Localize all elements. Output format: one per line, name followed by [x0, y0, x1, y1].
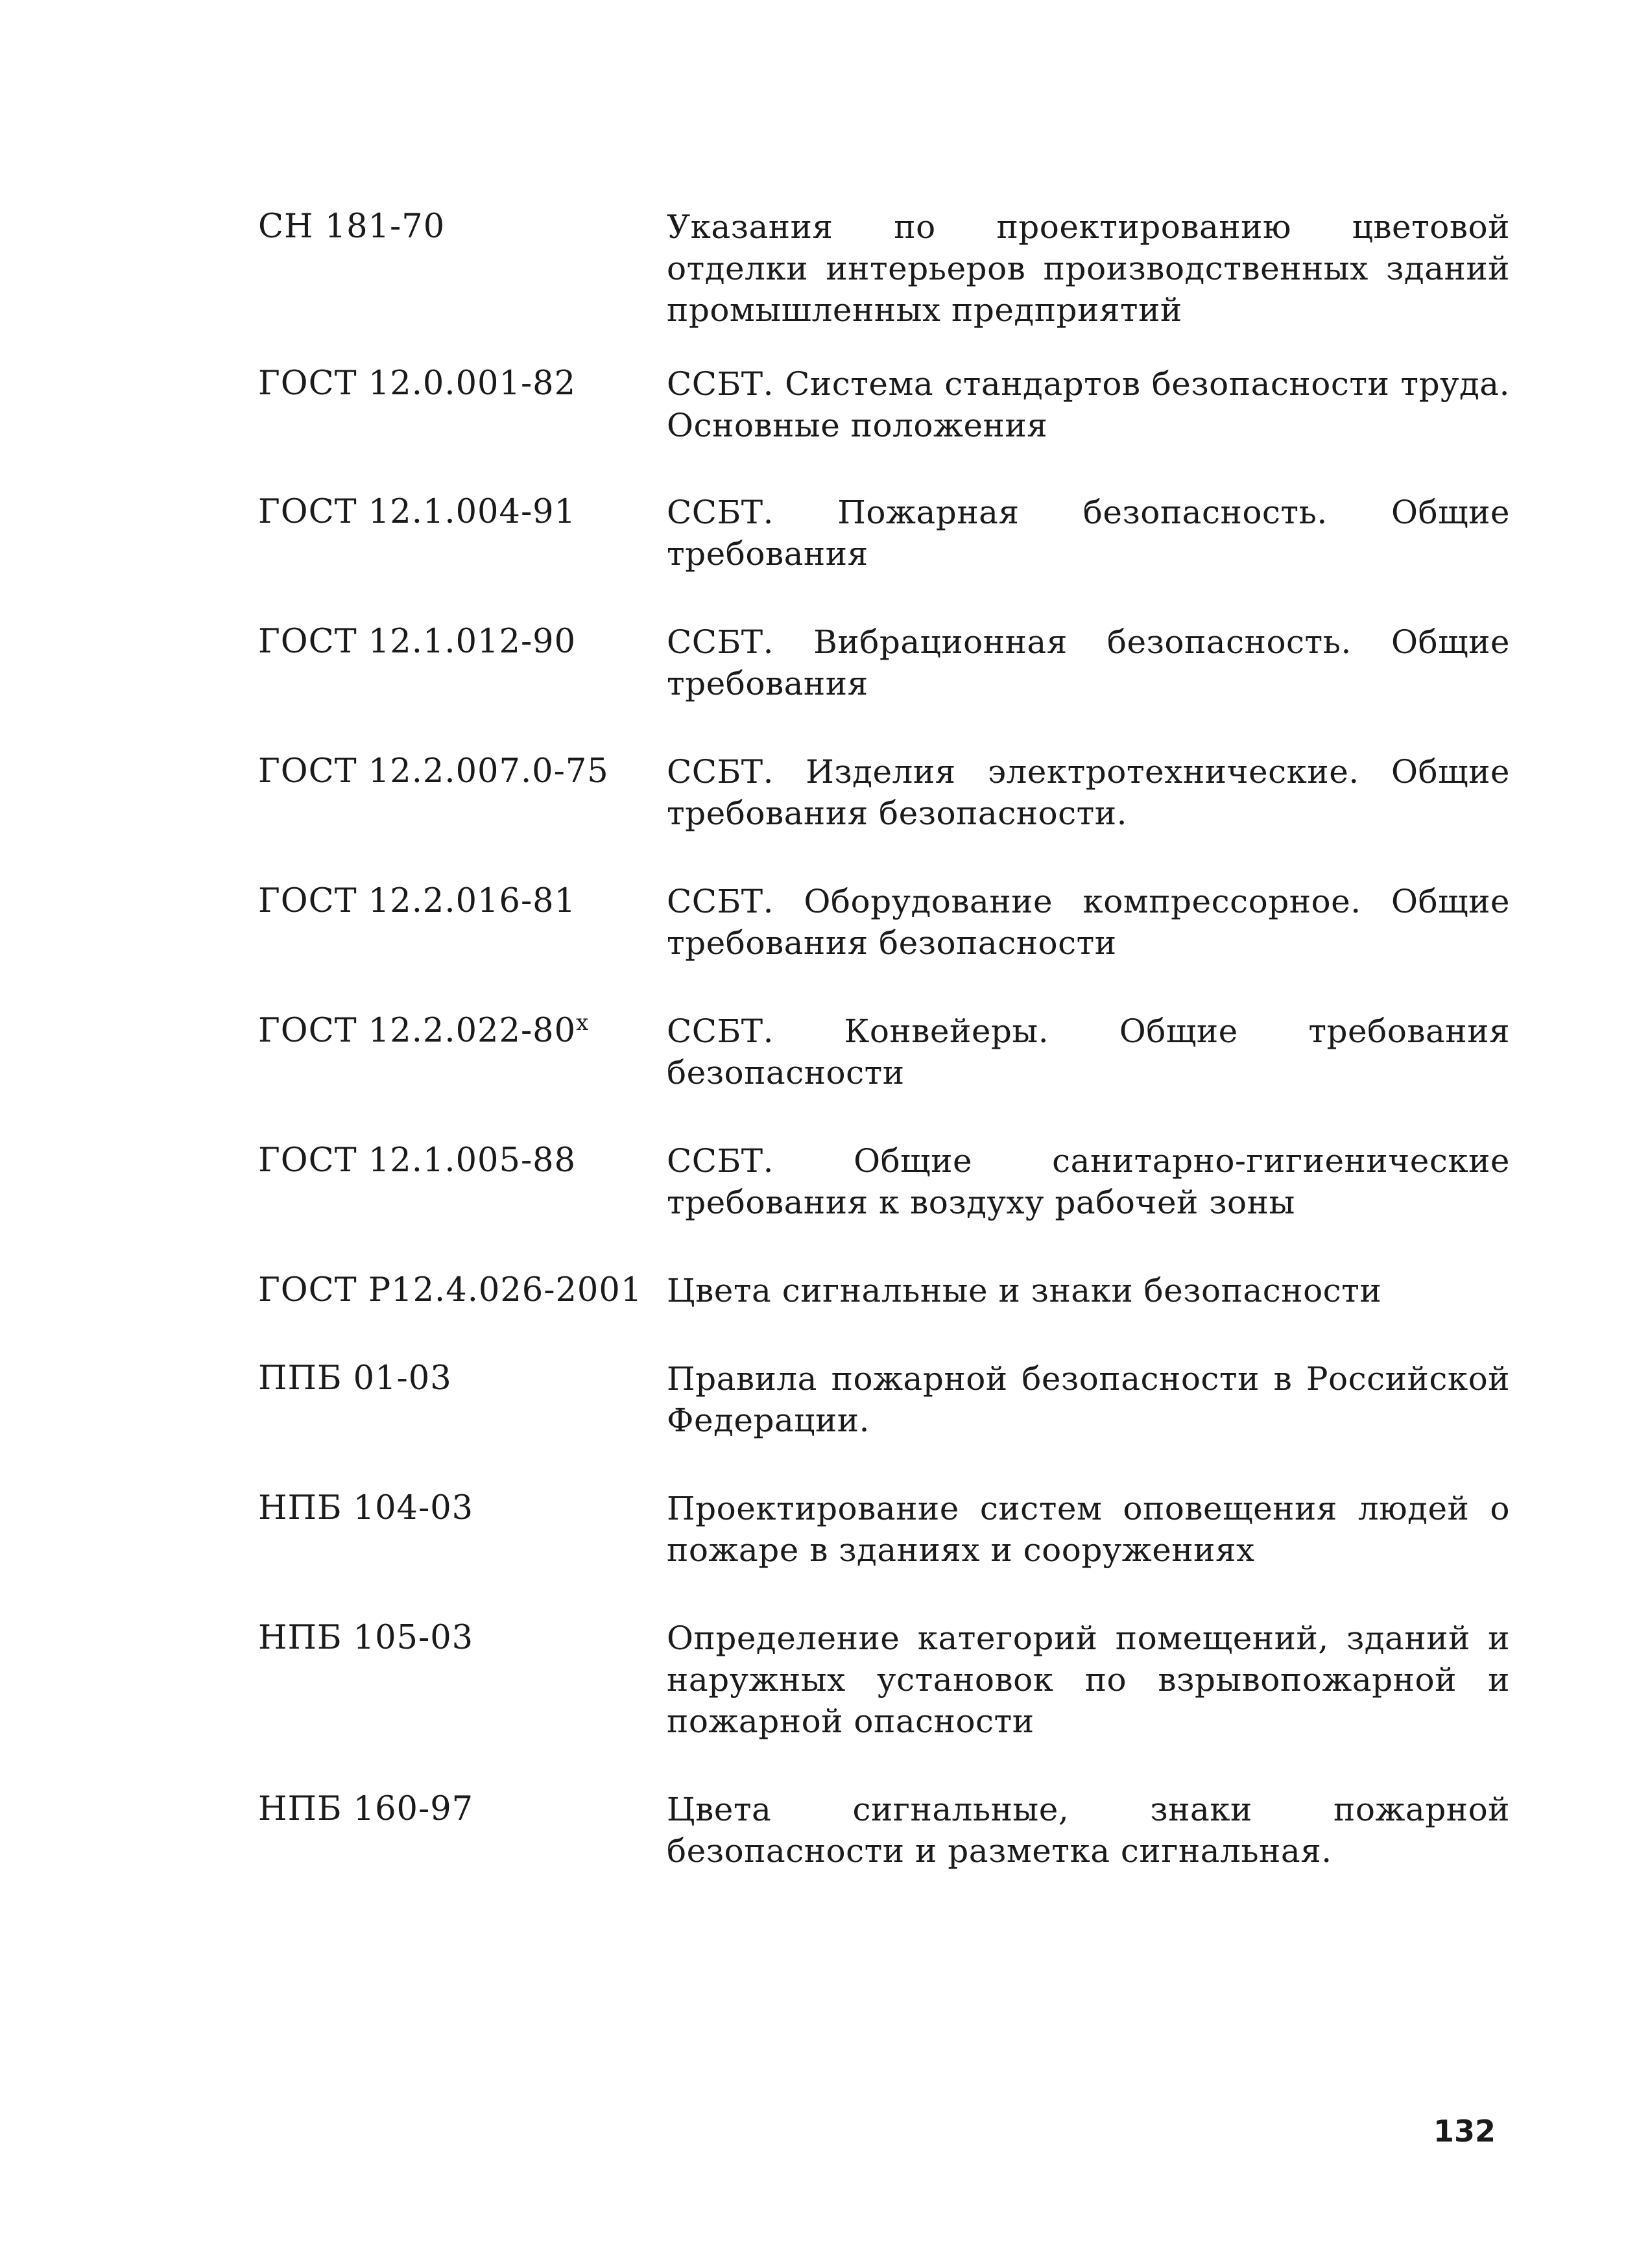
reference-code: [258, 1010, 660, 1052]
page-number: 132: [1433, 2114, 1496, 2149]
reference-code: [258, 1140, 660, 1182]
reference-code-text: ГОСТ 12.2.022-80: [258, 1012, 577, 1050]
reference-description: Цвета сигнальные, знаки пожарной безопасности и разметка сигнальная.: [667, 1791, 1510, 1870]
reference-row: [258, 206, 1510, 331]
reference-description: Указания по проектированию цветовой отделки интерьеров производственных зданий промышленных предприятий: [667, 208, 1510, 329]
reference-code-text: ГОСТ 12.1.005-88: [258, 1141, 577, 1180]
reference-row: [258, 492, 1510, 575]
reference-row: [258, 363, 1510, 446]
reference-code: [258, 1789, 660, 1830]
reference-description: ССБТ. Пожарная безопасность. Общие требования: [667, 494, 1510, 573]
reference-row: [258, 1140, 1510, 1223]
reference-row: [258, 1488, 1510, 1571]
reference-code: [258, 621, 660, 663]
reference-code: [258, 751, 660, 793]
reference-code-text: НПБ 104-03: [258, 1489, 474, 1527]
reference-code: [258, 1358, 660, 1400]
reference-code-text: ГОСТ 12.1.012-90: [258, 623, 577, 661]
reference-code-text: СН 181-70: [258, 208, 446, 246]
reference-description: ССБТ. Система стандартов безопасности труда. Основные положения: [667, 365, 1510, 444]
reference-row: [258, 621, 1510, 704]
reference-code: [258, 881, 660, 922]
reference-description: Определение категорий помещений, зданий и наружных установок по взрывопожарной и пожарной опасности: [667, 1619, 1510, 1740]
reference-row: [258, 1010, 1510, 1093]
reference-row: [258, 751, 1510, 834]
reference-code: [258, 206, 660, 248]
reference-row: [258, 1617, 1510, 1742]
reference-row: [258, 1789, 1510, 1872]
reference-description: ССБТ. Изделия электротехнические. Общие требования безопасности.: [667, 753, 1510, 832]
reference-row: [258, 1358, 1510, 1441]
reference-code-text: НПБ 105-03: [258, 1619, 474, 1657]
normative-references-list: [258, 206, 1510, 1872]
reference-code-superscript: x: [576, 1010, 590, 1036]
reference-code-text: ГОСТ Р12.4.026-2001: [258, 1271, 643, 1309]
reference-description: ССБТ. Конвейеры. Общие требования безопасности: [667, 1012, 1510, 1092]
reference-description: ССБТ. Общие санитарно-гигиенические требования к воздуху рабочей зоны: [667, 1142, 1510, 1221]
reference-description: Проектирование систем оповещения людей о пожаре в зданиях и сооружениях: [667, 1490, 1510, 1569]
reference-code: [258, 1488, 660, 1529]
reference-code-text: ГОСТ 12.0.001-82: [258, 364, 577, 403]
reference-description: ССБТ. Вибрационная безопасность. Общие требования: [667, 623, 1510, 702]
reference-row: [258, 881, 1510, 964]
reference-code: [258, 1270, 660, 1311]
reference-description: Правила пожарной безопасности в Российской Федерации.: [667, 1360, 1510, 1439]
reference-code-text: ГОСТ 12.2.007.0-75: [258, 752, 609, 791]
reference-code: [258, 492, 660, 533]
reference-description: Цвета сигнальные и знаки безопасности: [667, 1272, 1382, 1309]
reference-description: ССБТ. Оборудование компрессорное. Общие требования безопасности: [667, 883, 1510, 962]
reference-code-text: ППБ 01-03: [258, 1359, 452, 1398]
reference-row: [258, 1270, 1510, 1311]
reference-code: [258, 363, 660, 405]
reference-code-text: ГОСТ 12.2.016-81: [258, 882, 577, 920]
reference-code-text: ГОСТ 12.1.004-91: [258, 493, 577, 531]
reference-code: [258, 1617, 660, 1659]
reference-code-text: НПБ 160-97: [258, 1790, 474, 1828]
